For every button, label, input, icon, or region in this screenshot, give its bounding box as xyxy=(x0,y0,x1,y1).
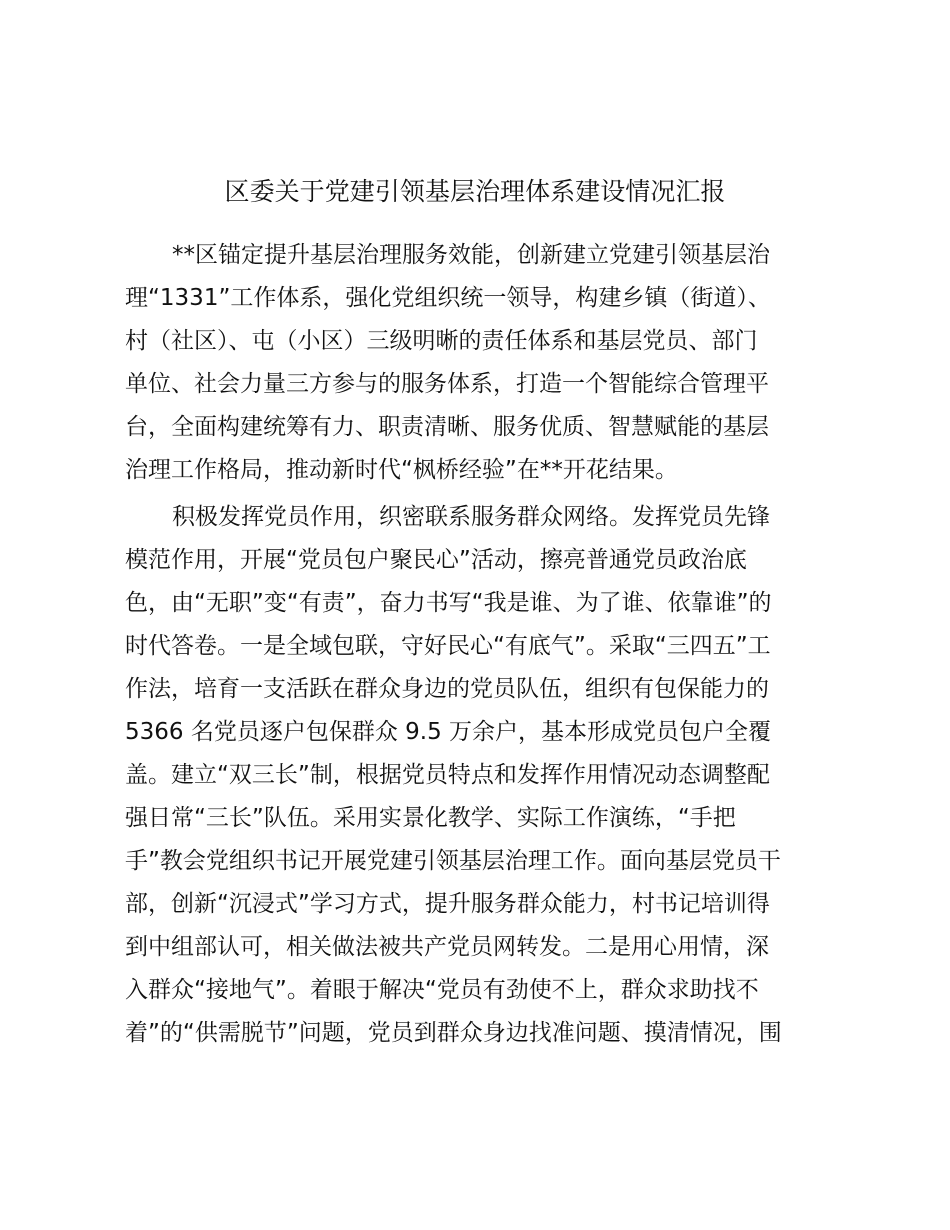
paragraph-2-line-12: 入群众“接地气”。着眼于解决“党员有劲使不上，群众求助找不 xyxy=(125,977,759,1003)
paragraph-1-line-2: 理“1331”工作体系，强化党组织统一领导，构建乡镇（街道）、 xyxy=(125,285,771,311)
paragraph-1-line-1: **区锚定提升基层治理服务效能，创新建立党建引领基层治 xyxy=(172,242,770,268)
paragraph-2-line-2: 模范作用，开展“党员包户聚民心”活动，擦亮普通党员政治底 xyxy=(125,547,747,573)
paragraph-2-line-13: 着”的“供需脱节”问题，党员到群众身边找准问题、摸清情况，围 xyxy=(125,1020,782,1046)
paragraph-2-line-1: 积极发挥党员作用，织密联系服务群众网络。发挥党员先锋 xyxy=(172,504,770,530)
paragraph-2-line-9: 手”教会党组织书记开展党建引领基层治理工作。面向基层党员干 xyxy=(125,848,781,874)
paragraph-2-line-5: 作法，培育一支活跃在群众身边的党员队伍，组织有包保能力的 xyxy=(125,676,769,702)
paragraph-2-line-3: 色，由“无职”变“有责”，奋力书写“我是谁、为了谁、依靠谁”的 xyxy=(125,590,772,616)
paragraph-2-line-7: 盖。建立“双三长”制，根据党员特点和发挥作用情况动态调整配 xyxy=(125,762,770,788)
paragraph-1-line-6: 治理工作格局，推动新时代“枫桥经验”在**开花结果。 xyxy=(125,457,678,483)
paragraph-1-line-5: 台，全面构建统筹有力、职责清晰、服务优质、智慧赋能的基层 xyxy=(125,414,769,440)
paragraph-2-line-6: 5366 名党员逐户包保群众 9.5 万余户，基本形成党员包户全覆 xyxy=(125,719,772,745)
document-title: 区委关于党建引领基层治理体系建设情况汇报 xyxy=(224,177,726,206)
paragraph-2-line-11: 到中组部认可，相关做法被共产党员网转发。二是用心用情，深 xyxy=(125,934,769,960)
paragraph-2-line-10: 部，创新“沉浸式”学习方式，提升服务群众能力，村书记培训得 xyxy=(125,891,770,917)
paragraph-1-line-3: 村（社区）、屯（小区）三级明晰的责任体系和基层党员、部门 xyxy=(125,328,758,354)
paragraph-1-line-4: 单位、社会力量三方参与的服务体系，打造一个智能综合管理平 xyxy=(125,371,769,397)
paragraph-2-line-4: 时代答卷。一是全域包联，守好民心“有底气”。采取“三四五”工 xyxy=(125,633,771,659)
paragraph-2-line-8: 强日常“三长”队伍。采用实景化教学、实际工作演练，“手把 xyxy=(125,805,736,831)
